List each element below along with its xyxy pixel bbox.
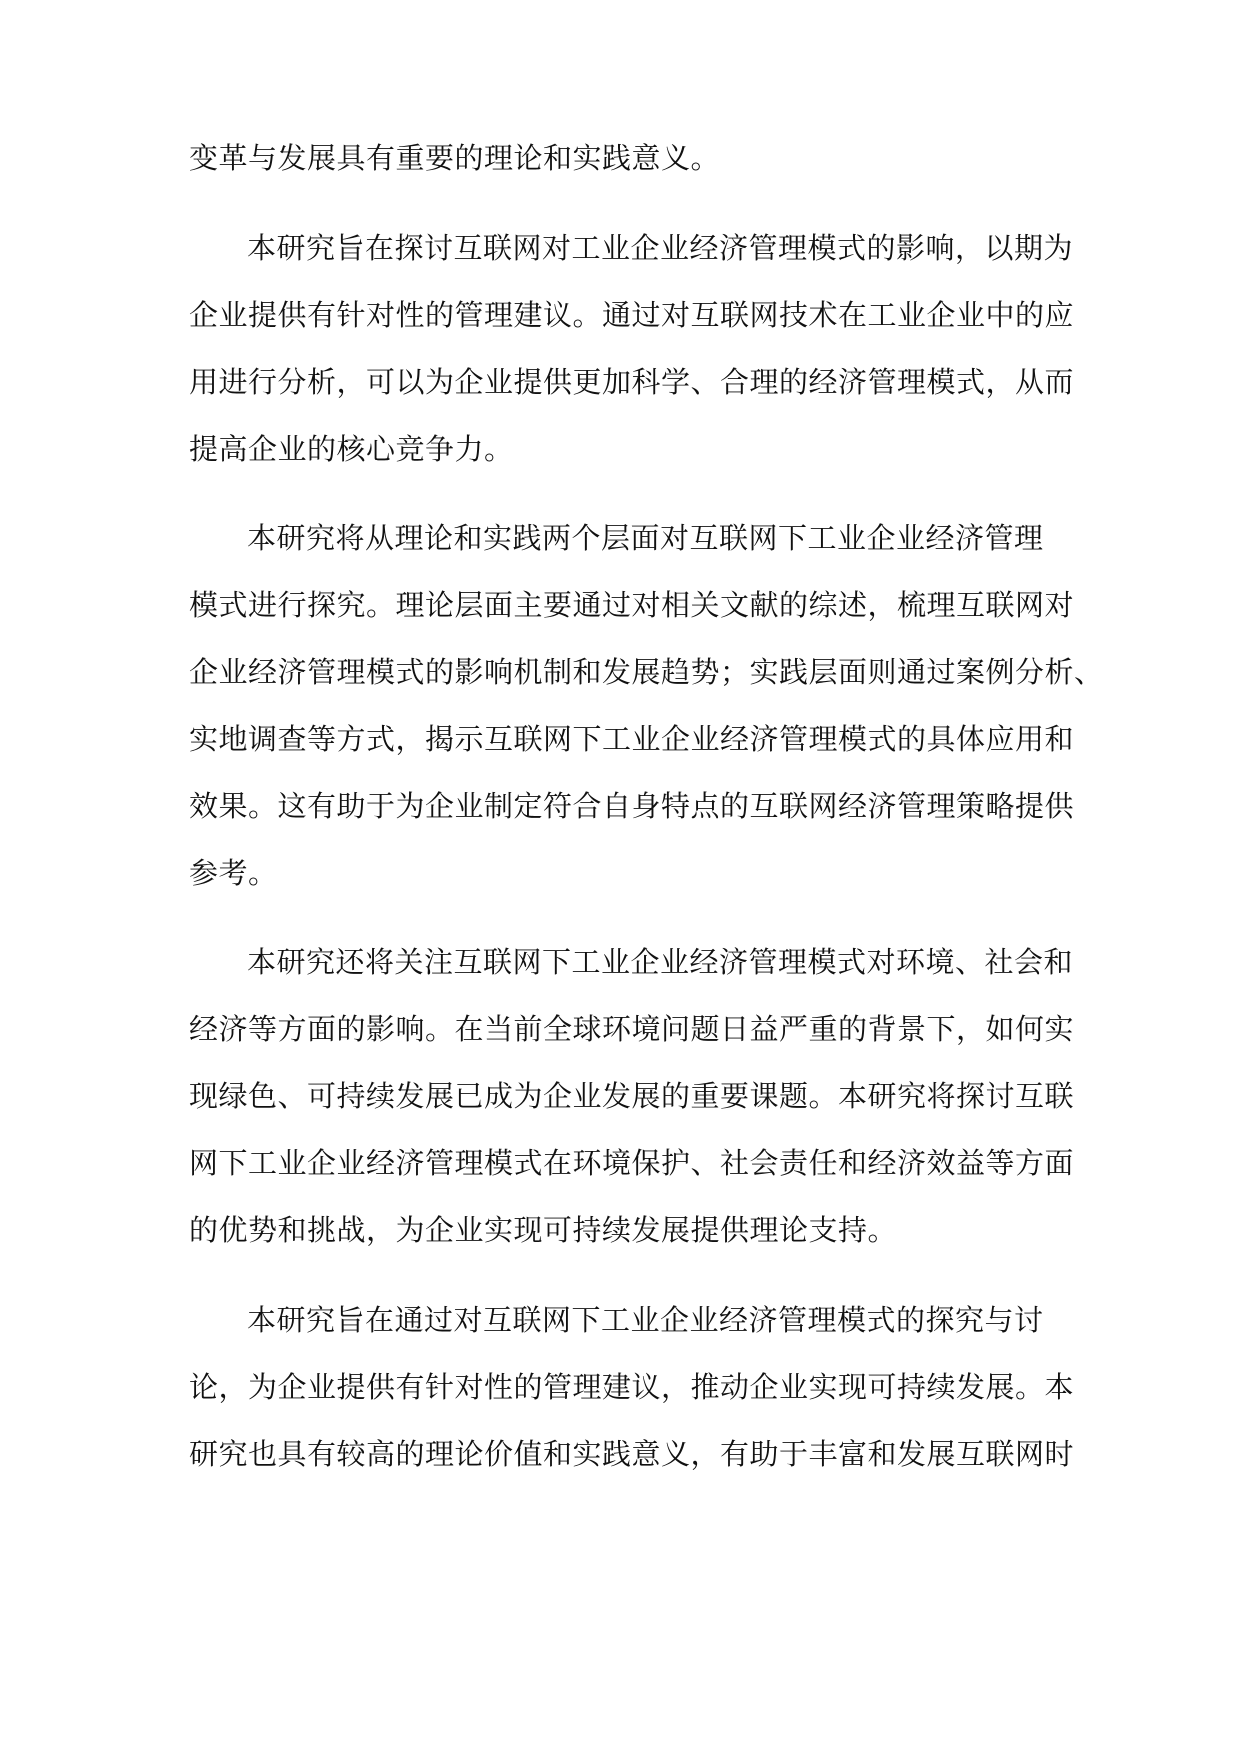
text-line: 现绿色、可持续发展已成为企业发展的重要课题。本研究将探讨互联: [189, 1079, 1075, 1113]
text-line: 参考。: [189, 856, 278, 890]
text-line: 用进行分析，可以为企业提供更加科学、合理的经济管理模式，从而: [189, 365, 1075, 399]
text-line: 经济等方面的影响。在当前全球环境问题日益严重的背景下，如何实: [189, 1012, 1075, 1046]
text-line: 企业提供有针对性的管理建议。通过对互联网技术在工业企业中的应: [189, 298, 1075, 332]
paragraph-first-line: 本研究还将关注互联网下工业企业经济管理模式对环境、社会和: [247, 945, 1074, 979]
text-line: 论，为企业提供有针对性的管理建议，推动企业实现可持续发展。本: [189, 1370, 1075, 1404]
text-line: 模式进行探究。理论层面主要通过对相关文献的综述，梳理互联网对: [189, 588, 1075, 622]
text-line: 的优势和挑战，为企业实现可持续发展提供理论支持。: [189, 1213, 898, 1247]
text-line: 实地调查等方式，揭示互联网下工业企业经济管理模式的具体应用和: [189, 722, 1075, 756]
text-line: 研究也具有较高的理论价值和实践意义，有助于丰富和发展互联网时: [189, 1437, 1075, 1471]
text-line: 效果。这有助于为企业制定符合自身特点的互联网经济管理策略提供: [189, 789, 1075, 823]
text-line: 提高企业的核心竞争力。: [189, 432, 514, 466]
text-line: 企业经济管理模式的影响机制和发展趋势；实践层面则通过案例分析、: [189, 655, 1104, 689]
text-line: 变革与发展具有重要的理论和实践意义。: [189, 141, 721, 175]
paragraph-first-line: 本研究旨在通过对互联网下工业企业经济管理模式的探究与讨: [247, 1303, 1044, 1337]
text-line: 网下工业企业经济管理模式在环境保护、社会责任和经济效益等方面: [189, 1146, 1075, 1180]
paragraph-first-line: 本研究将从理论和实践两个层面对互联网下工业企业经济管理: [247, 521, 1044, 555]
paragraph-first-line: 本研究旨在探讨互联网对工业企业经济管理模式的影响，以期为: [247, 231, 1074, 265]
